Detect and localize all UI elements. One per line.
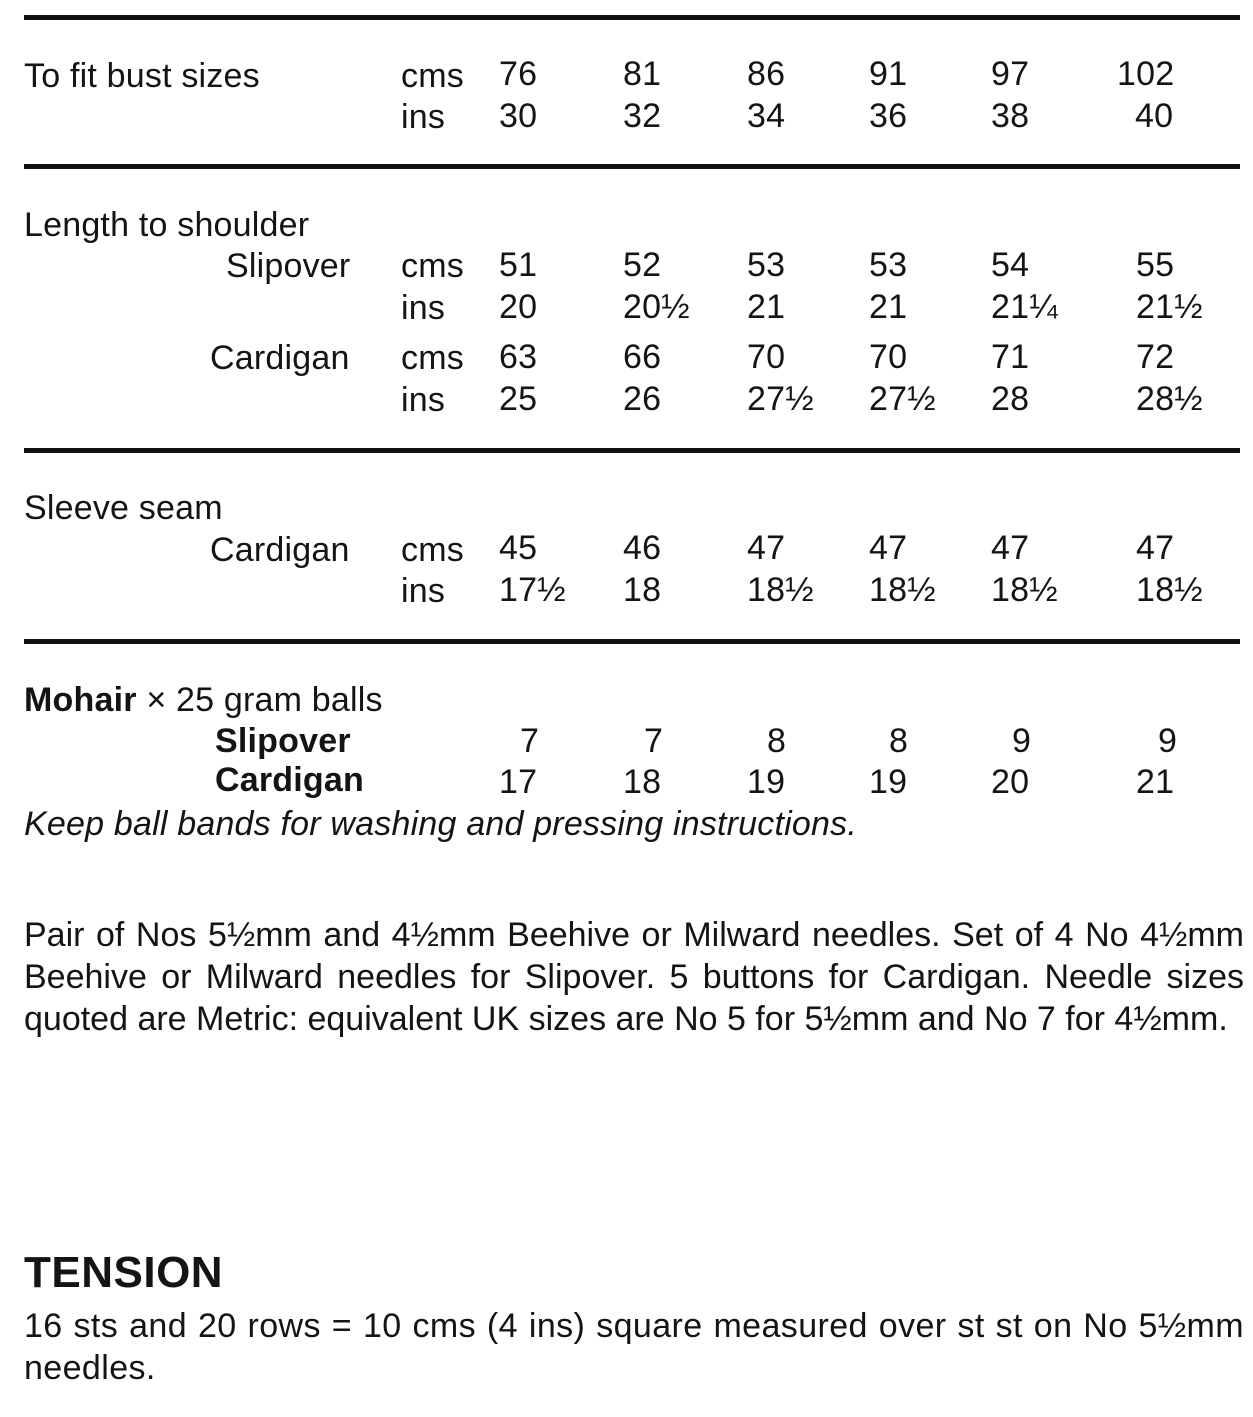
value-cell: 28½ [1136,380,1203,418]
sleeve-label: Sleeve seam [24,489,223,527]
value-cell: 53 [869,246,908,284]
value-cell: 36 [869,97,908,135]
value-cell: 20 [991,763,1030,801]
value-cell: 70 [869,338,908,376]
value-cell: 21½ [1136,288,1203,326]
value-cell: 55 [1136,246,1175,284]
value-cell: 34 [747,97,786,135]
length-cardigan-ins-unit: ins [401,381,446,419]
sleeve-cardigan-label: Cardigan [210,531,350,569]
tension-heading: TENSION [24,1248,224,1297]
value-cell: 19 [869,763,908,801]
value-cell: 20½ [623,288,690,326]
value-cell: 45 [499,529,538,567]
bust-ins-unit: ins [401,98,446,136]
value-cell: 18½ [991,571,1058,609]
bust-label: To fit bust sizes [24,57,260,95]
value-cell: 76 [499,55,538,93]
value-cell: 28 [991,380,1030,418]
value-cell: 21 [869,288,908,326]
value-cell: 9 [1158,722,1178,760]
divider-rule-length [24,448,1240,453]
value-cell: 40 [1135,97,1174,135]
value-cell: 72 [1136,338,1175,376]
value-cell: 30 [499,97,538,135]
value-cell: 18½ [869,571,936,609]
value-cell: 26 [623,380,662,418]
value-cell: 66 [623,338,662,376]
value-cell: 91 [869,55,908,93]
value-cell: 21 [1136,763,1175,801]
length-slipover-label: Slipover [226,247,351,285]
yarn-heading [24,680,383,720]
needles-paragraph: Pair of Nos 5½mm and 4½mm Beehive or Milward needles. Set of 4 No 4½mm Beehive or Milward needles for Slipover. 5 buttons for Cardigan. Needle sizes quoted are Metric: equivalent UK sizes are No 5 for 5½mm and No 7 for 4½mm. [24,916,1244,1038]
value-cell: 97 [991,55,1030,93]
bust-cms-unit: cms [401,57,464,95]
value-cell: 51 [499,246,538,284]
value-cell: 8 [767,722,787,760]
value-cell: 21¼ [991,288,1058,326]
tension-paragraph: 16 sts and 20 rows = 10 cms (4 ins) square measured over st st on No 5½mm needles. [24,1307,1244,1387]
value-cell: 20 [499,288,538,326]
value-cell: 32 [623,97,662,135]
yarn-note: Keep ball bands for washing and pressing instructions. [24,805,857,843]
value-cell: 17½ [499,571,566,609]
divider-rule-bust [24,164,1240,169]
value-cell: 17 [499,763,538,801]
value-cell: 27½ [747,380,814,418]
value-cell: 54 [991,246,1030,284]
value-cell: 81 [623,55,662,93]
value-cell: 47 [1136,529,1175,567]
value-cell: 52 [623,246,662,284]
value-cell: 47 [747,529,786,567]
value-cell: 25 [499,380,538,418]
yarn-cardigan-label: Cardigan [215,761,364,799]
length-cardigan-label: Cardigan [210,339,350,377]
yarn-slipover-label: Slipover [215,722,351,760]
value-cell: 9 [1012,722,1032,760]
value-cell: 7 [520,722,540,760]
value-cell: 21 [747,288,786,326]
value-cell: 70 [747,338,786,376]
length-label: Length to shoulder [24,206,310,244]
value-cell: 18 [623,763,662,801]
sleeve-ins-unit: ins [401,572,446,610]
value-cell: 46 [623,529,662,567]
value-cell: 71 [991,338,1030,376]
sleeve-cms-unit: cms [401,531,464,569]
value-cell: 102 [1117,55,1175,93]
value-cell: 47 [869,529,908,567]
value-cell: 18½ [747,571,814,609]
yarn-quantity-label: × 25 gram balls [146,681,383,719]
value-cell: 53 [747,246,786,284]
yarn-name: Mohair [24,681,137,719]
divider-rule-top [24,15,1240,20]
length-cardigan-cms-unit: cms [401,339,464,377]
length-slipover-cms-unit: cms [401,247,464,285]
divider-rule-sleeve [24,639,1240,644]
value-cell: 63 [499,338,538,376]
value-cell: 7 [644,722,664,760]
value-cell: 18½ [1136,571,1203,609]
value-cell: 47 [991,529,1030,567]
value-cell: 86 [747,55,786,93]
value-cell: 8 [889,722,909,760]
value-cell: 18 [623,571,662,609]
value-cell: 19 [747,763,786,801]
length-slipover-ins-unit: ins [401,289,446,327]
value-cell: 27½ [869,380,936,418]
value-cell: 38 [991,97,1030,135]
